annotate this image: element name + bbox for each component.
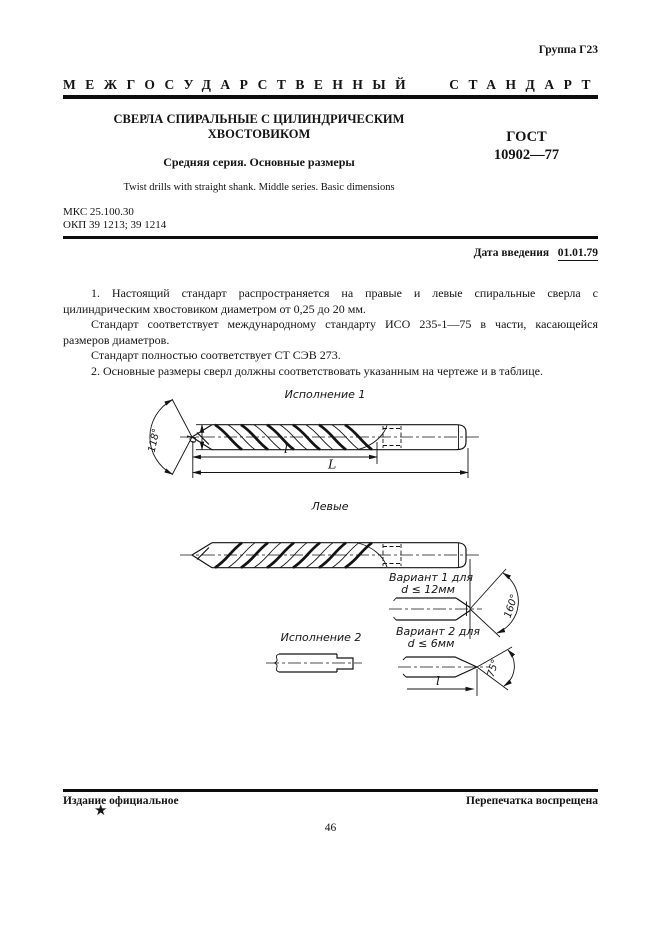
paragraph-2: Стандарт соответствует международному стандарту ИСО 235-1—75 в части, касающейся размеров диаметров. (63, 317, 598, 347)
reprint-forbidden-label: Перепечатка воспрещена (466, 795, 598, 807)
gost-number: 10902—77 (493, 147, 560, 163)
standard-type-word-2: СТАНДАРТ (449, 77, 600, 92)
standard-type-word-1: МЕЖГОСУДАРСТВЕННЫЙ (63, 77, 416, 92)
tip-angle-label: 118° (146, 427, 163, 454)
header-rule (63, 95, 598, 99)
body-text (63, 286, 598, 379)
document-title-line2: ХВОСТОВИКОМ (207, 127, 311, 141)
gost-label: ГОСТ (506, 129, 547, 145)
gost-designation (455, 112, 598, 193)
left-hand-label: Левые (311, 500, 349, 513)
paragraph-1: 1. Настоящий стандарт распространяется на правые и левые спиральные сверла с цилиндрическим хвостовиком диаметром от 0,25 до 20 мм. (63, 286, 598, 316)
variant2-label-line2: d ≤ 6мм (407, 637, 455, 650)
okp-code: ОКП 39 1213; 39 1214 (63, 219, 167, 231)
overall-length-dim-label: L (328, 456, 337, 472)
execution1-label: Исполнение 1 (284, 388, 366, 401)
document-subtitle-english: Twist drills with straight shank. Middle series. Basic dimensions (123, 182, 395, 193)
mks-code: МКС 25.100.30 (63, 206, 134, 218)
document-subtitle: Средняя серия. Основные размеры (163, 155, 355, 169)
introduction-date-value: 01.01.79 (557, 247, 598, 259)
variant1-label-line1: Вариант 1 для (388, 571, 474, 584)
document-title (63, 112, 455, 142)
footer-rule (63, 789, 598, 792)
star-icon: ★ (94, 803, 108, 819)
variant2-drawing (396, 625, 514, 696)
drill-right-hand-drawing (147, 399, 480, 478)
variant1-angle-label: 160° (502, 593, 521, 620)
flute-length-dim-label: l (284, 441, 288, 456)
diameter-dim-label: d (184, 434, 199, 443)
page-number: 46 (324, 822, 337, 834)
title-left-column (63, 112, 455, 193)
paragraph-4: 2. Основные размеры сверл должны соответствовать указанным на чертеже и в таблице. (91, 363, 543, 378)
footer (63, 795, 598, 807)
document-title-line1: СВЕРЛА СПИРАЛЬНЫЕ С ЦИЛИНДРИЧЕСКИМ (113, 112, 405, 126)
variant2-length-dim-label: l (436, 673, 440, 688)
technical-drawing (0, 385, 661, 730)
official-edition-label: Издание официальное (63, 795, 179, 807)
standard-type-heading (63, 77, 600, 93)
execution2-drawing (266, 631, 362, 672)
paragraph-3: Стандарт полностью соответствует СТ СЭВ 273. (91, 348, 341, 362)
title-block (63, 112, 598, 193)
variant2-label-line1: Вариант 2 для (395, 625, 481, 638)
variant2-angle-label: 75° (485, 658, 502, 679)
introduction-date-label: Дата введения (473, 247, 550, 259)
classification-codes (63, 206, 166, 232)
variant1-label-line2: d ≤ 12мм (401, 583, 455, 596)
execution2-label: Исполнение 2 (280, 631, 362, 644)
introduction-date (63, 247, 598, 259)
group-label: Группа Г23 (538, 44, 598, 56)
codes-rule (63, 236, 598, 239)
